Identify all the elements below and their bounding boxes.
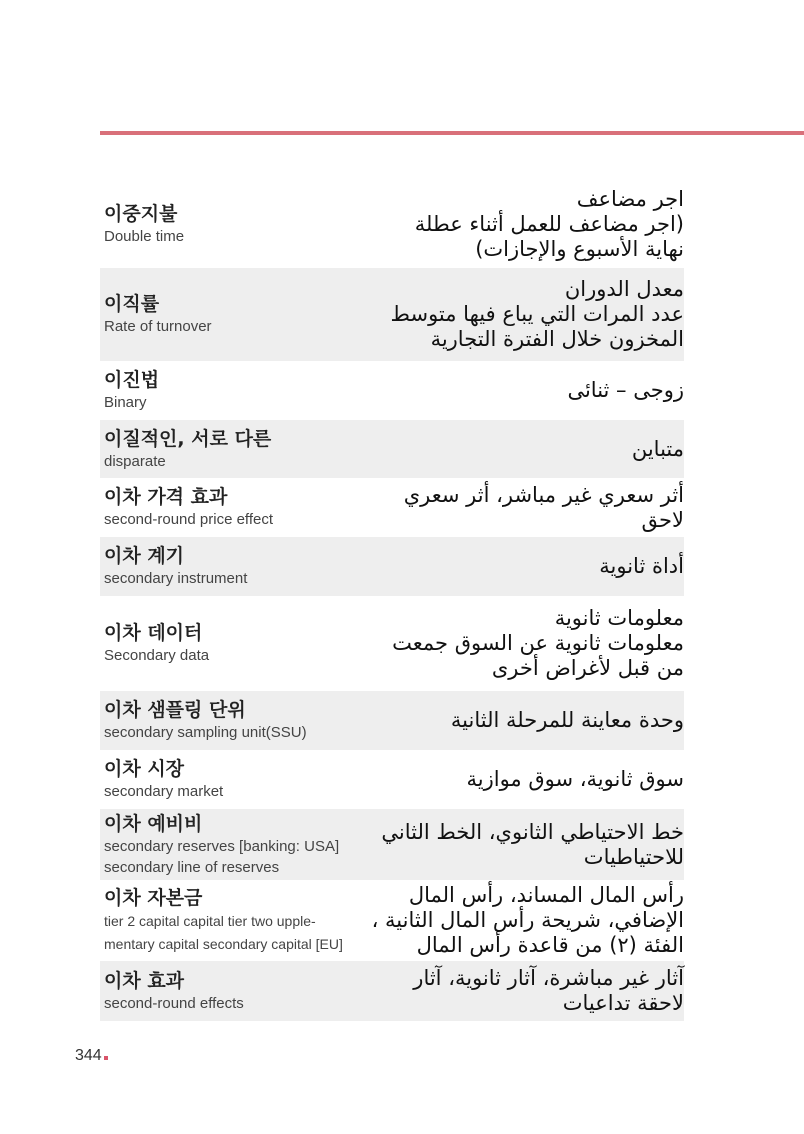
- arabic-line: لاحقة تداعيات: [562, 991, 684, 1015]
- arabic-line: (اجر مضاعف للعمل أثناء عطلة: [414, 211, 684, 236]
- term-source: [104, 292, 212, 337]
- glossary-entry: [100, 596, 684, 691]
- arabic-translation: [244, 966, 684, 1016]
- korean-term: 이차 가격 효과: [104, 486, 228, 508]
- glossary-entry: [100, 180, 684, 268]
- glossary-entry: [100, 809, 684, 880]
- term-source: [104, 485, 273, 530]
- arabic-line: نهاية الأسبوع والإجازات): [475, 236, 684, 261]
- glossary-entry: [100, 361, 684, 420]
- arabic-line: معلومات ثانوية: [554, 606, 684, 630]
- korean-term: 이차 샘플링 단위: [104, 699, 246, 721]
- english-term: secondary instrument: [104, 570, 248, 587]
- glossary-entry: [100, 750, 684, 809]
- korean-term: 이차 데이터: [104, 622, 203, 644]
- korean-term: 이차 효과: [104, 969, 185, 992]
- arabic-translation: [209, 606, 684, 681]
- english-term: second-round effects: [104, 994, 244, 1012]
- arabic-translation: [223, 767, 684, 792]
- arabic-line: رأس المال المساند، رأس المال: [408, 883, 684, 907]
- english-term: second-round price effect: [104, 511, 273, 528]
- english-term: secondary reserves [banking: USA]: [104, 837, 340, 855]
- english-term: tier 2 capital capital tier two upple-: [104, 912, 316, 929]
- arabic-translation: [184, 187, 684, 262]
- arabic-line: الفئة (٢) من قاعدة رأس المال: [416, 933, 684, 957]
- glossary-entry: [100, 880, 684, 961]
- term-source: [104, 202, 184, 247]
- term-source: [104, 621, 209, 666]
- arabic-line: وحدة معاينة للمرحلة الثانية: [450, 708, 684, 732]
- arabic-line: الإضافي، شريحة رأس المال الثانية ،: [371, 908, 684, 932]
- arabic-line: عدد المرات التي يباع فيها متوسط: [390, 302, 684, 326]
- arabic-line: سوق ثانوية، سوق موازية: [466, 767, 684, 791]
- glossary-entry: [100, 420, 684, 478]
- arabic-line: آثار غير مباشرة، آثار ثانوية، آثار: [413, 966, 684, 990]
- glossary-entry: [100, 537, 684, 596]
- english-term: secondary line of reserves: [104, 858, 280, 876]
- glossary-list: [100, 180, 684, 1021]
- korean-term: 이차 예비비: [104, 812, 203, 835]
- term-source: [104, 969, 244, 1014]
- arabic-line: أداة ثانوية: [599, 554, 684, 578]
- arabic-translation: [339, 820, 684, 870]
- korean-term: 이차 시장: [104, 758, 185, 780]
- korean-term: 이직률: [104, 293, 160, 315]
- arabic-translation: [273, 483, 684, 533]
- arabic-line: متباين: [631, 436, 684, 461]
- korean-term: 이진법: [104, 369, 160, 391]
- arabic-translation: [159, 378, 684, 403]
- arabic-translation: [343, 883, 684, 958]
- arabic-line: زوجى – ثنائى: [567, 378, 684, 402]
- page-number: [75, 1047, 108, 1065]
- term-source: [104, 544, 247, 589]
- arabic-line: للاحتياطيات: [583, 844, 684, 869]
- arabic-line: خط الاحتياطي الثانوي، الخط الثاني: [381, 819, 684, 844]
- arabic-translation: [247, 554, 684, 579]
- english-term: Double time: [104, 227, 185, 245]
- page-number-dot: [104, 1056, 108, 1060]
- english-term: mentary capital secondary capital [EU]: [104, 935, 343, 952]
- term-source: [104, 698, 307, 743]
- arabic-line: المخزون خلال الفترة التجارية: [430, 327, 684, 351]
- arabic-line: معدل الدوران: [564, 277, 684, 301]
- korean-term: 이차 계기: [104, 545, 185, 567]
- arabic-line: اجر مضاعف: [576, 186, 684, 211]
- english-term: Binary: [104, 394, 147, 411]
- glossary-entry: [100, 961, 684, 1021]
- arabic-translation: [212, 277, 684, 352]
- english-term: Secondary data: [104, 647, 210, 664]
- korean-term: 이중지불: [104, 202, 178, 225]
- arabic-translation: [271, 437, 684, 462]
- term-source: [104, 812, 339, 878]
- arabic-translation: [307, 708, 684, 733]
- english-term: Rate of turnover: [104, 318, 212, 335]
- arabic-line: لاحق: [641, 507, 684, 532]
- term-source: [104, 886, 343, 956]
- arabic-line: معلومات ثانوية عن السوق جمعت: [392, 631, 684, 655]
- english-term: secondary sampling unit(SSU): [104, 724, 307, 741]
- arabic-line: أثر سعري غير مباشر، أثر سعري: [403, 482, 684, 507]
- arabic-line: من قبل لأغراض أخرى: [491, 656, 684, 680]
- term-source: [104, 368, 159, 413]
- english-term: disparate: [104, 452, 166, 470]
- term-source: [104, 757, 223, 802]
- english-term: secondary market: [104, 783, 224, 800]
- term-source: [104, 427, 271, 472]
- glossary-entry: [100, 478, 684, 537]
- page-number-text: 344: [75, 1047, 102, 1064]
- korean-term: 이질적인, 서로 다른: [104, 427, 272, 450]
- korean-term: 이차 자본금: [104, 886, 203, 909]
- glossary-entry: [100, 268, 684, 361]
- glossary-entry: [100, 691, 684, 750]
- header-rule: [100, 131, 804, 135]
